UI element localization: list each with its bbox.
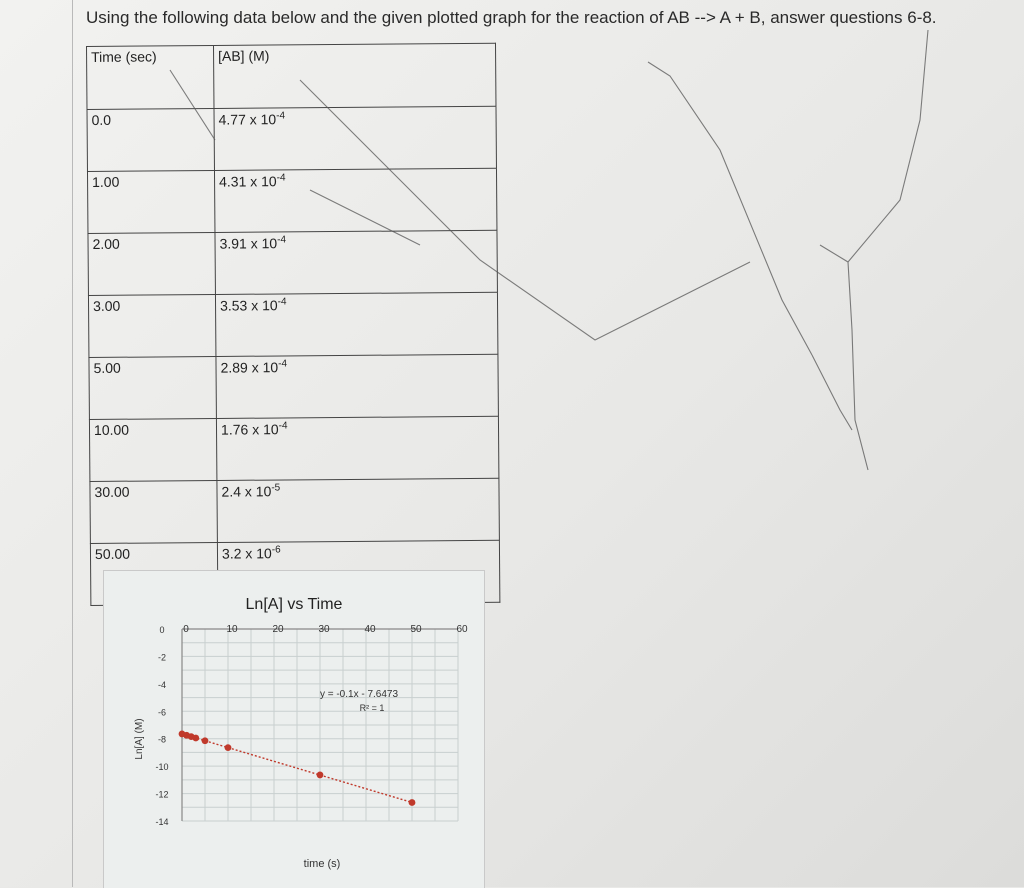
concentration-mantissa: 3.53 x 10 xyxy=(219,297,278,314)
y-tick-label: -4 xyxy=(157,679,167,690)
concentration-exponent: -6 xyxy=(271,544,281,556)
time-cell: 2.00 xyxy=(88,232,215,295)
y-tick-label: -10 xyxy=(155,762,169,773)
data-point xyxy=(317,772,324,779)
time-cell: 10.00 xyxy=(89,418,216,481)
chart-panel xyxy=(103,570,485,888)
concentration-exponent: -4 xyxy=(276,172,286,184)
x-axis-label: time (s) xyxy=(303,858,341,870)
scribble-line xyxy=(820,245,868,470)
scribble-line xyxy=(300,80,750,340)
trend-equation: y = -0.1x - 7.6473 xyxy=(319,689,399,700)
concentration-exponent: -4 xyxy=(278,420,288,432)
time-cell: 1.00 xyxy=(87,170,214,233)
concentration-mantissa: 3.91 x 10 xyxy=(219,235,278,252)
time-cell: 0.0 xyxy=(87,108,214,171)
y-tick-label: -2 xyxy=(157,652,167,663)
y-tick-label: -8 xyxy=(157,734,167,745)
x-tick-label: 50 xyxy=(410,624,422,635)
concentration-exponent: -5 xyxy=(271,482,281,494)
y-tick-label: -6 xyxy=(157,707,167,718)
chart-grid xyxy=(182,629,458,821)
header-concentration: [AB] (M) xyxy=(214,43,496,108)
x-tick-label: 60 xyxy=(456,624,468,635)
time-cell: 5.00 xyxy=(89,356,216,419)
concentration-exponent: -4 xyxy=(276,110,286,122)
data-point xyxy=(225,744,232,751)
concentration-mantissa: 3.2 x 10 xyxy=(221,545,272,562)
question-heading: Using the following data below and the given plotted graph for the reaction of AB --> A + B, answer questions 6-8. xyxy=(86,8,937,27)
x-tick-label: 40 xyxy=(364,624,376,635)
time-cell: 3.00 xyxy=(88,294,215,357)
ln-a-vs-time-chart xyxy=(104,571,484,888)
concentration-mantissa: 4.31 x 10 xyxy=(219,173,277,190)
concentration-exponent: -4 xyxy=(277,296,287,308)
concentration-mantissa: 1.76 x 10 xyxy=(220,421,279,438)
y-tick-label: -14 xyxy=(155,817,169,827)
concentration-mantissa: 4.77 x 10 xyxy=(218,111,277,128)
x-tick-label: 30 xyxy=(318,624,330,635)
scribble-line xyxy=(848,30,928,262)
concentration-exponent: -4 xyxy=(278,358,288,370)
data-point xyxy=(409,799,416,806)
data-point xyxy=(202,737,209,744)
y-tick-label: -12 xyxy=(155,789,169,800)
x-tick-label: 20 xyxy=(272,624,284,635)
y-axis-label: Ln[A] (M) xyxy=(134,718,145,760)
y-tick-label: 0 xyxy=(159,625,165,635)
concentration-mantissa: 2.89 x 10 xyxy=(220,359,279,376)
scribble-line xyxy=(812,355,852,430)
scribble-line xyxy=(170,70,215,140)
x-tick-label: 0 xyxy=(183,624,189,635)
x-tick-label: 10 xyxy=(226,624,238,635)
scribble-line xyxy=(648,62,812,355)
time-cell: 30.00 xyxy=(90,480,217,543)
scribble-line xyxy=(310,190,420,245)
header-time: Time (sec) xyxy=(87,45,214,109)
chart-title: Ln[A] vs Time xyxy=(245,596,343,613)
concentration-exponent: -4 xyxy=(277,234,287,246)
r-squared-label: R² = 1 xyxy=(359,703,385,713)
concentration-mantissa: 2.4 x 10 xyxy=(221,483,272,500)
data-point xyxy=(192,735,199,742)
time-cell: 50.00 xyxy=(90,542,217,605)
